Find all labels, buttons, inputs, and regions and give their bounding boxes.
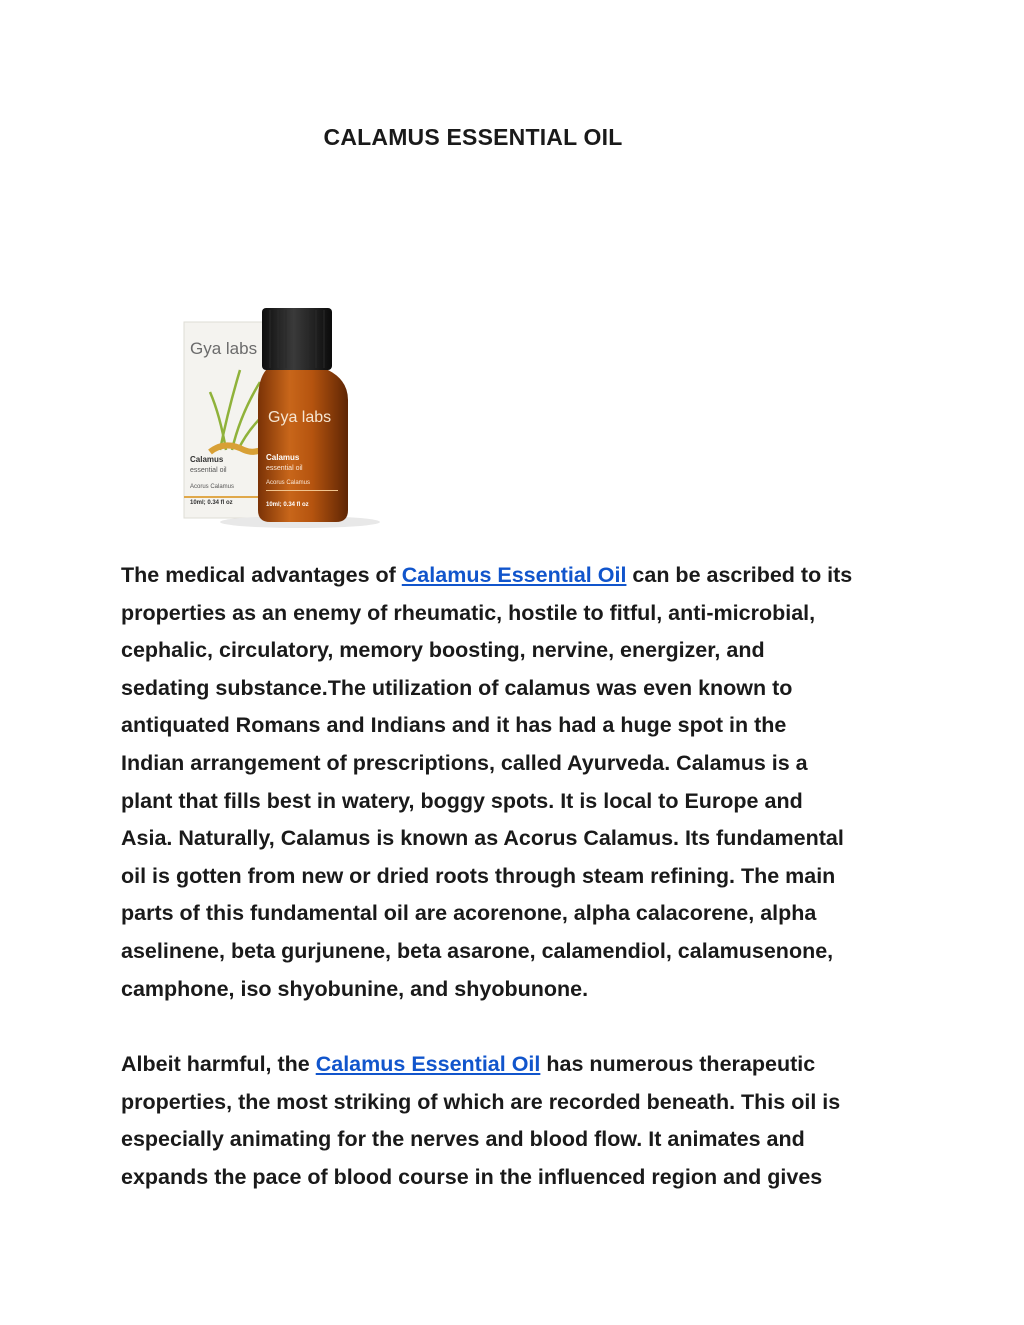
paragraph-line: antiquated Romans and Indians and it has had a huge spot in the: [121, 713, 787, 738]
paragraph-line: Indian arrangement of prescriptions, called Ayurveda. Calamus is a: [121, 750, 808, 775]
product-image: [180, 300, 400, 535]
box-brand-text: Gya labs: [190, 339, 258, 358]
box-botanical-name: Acorus Calamus: [190, 484, 235, 490]
bottle-product-type: essential oil: [266, 465, 303, 472]
paragraph-text: can be ascribed to its: [626, 563, 853, 587]
paragraph-line: camphone, iso shyobunine, and shyobunone.: [121, 976, 589, 1001]
document-title: CALAMUS ESSENTIAL OIL: [323, 124, 623, 150]
paragraph-line: plant that fills best in watery, boggy spots. It is local to Europe and: [121, 788, 803, 813]
paragraph-line: properties, the most striking of which are recorded beneath. This oil is: [121, 1089, 841, 1114]
paragraph-line: oil is gotten from new or dried roots through steam refining. The main: [121, 863, 836, 888]
bottle-glass: [258, 370, 348, 522]
paragraph-line: Asia. Naturally, Calamus is known as Acorus Calamus. Its fundamental: [121, 826, 844, 851]
box-product-name: Calamus: [190, 455, 224, 464]
bottle-volume: 10ml; 0.34 fl oz: [266, 502, 309, 508]
bottle-brand-text: Gya labs: [268, 409, 332, 426]
paragraph-line: especially animating for the nerves and blood flow. It animates and: [121, 1127, 805, 1152]
box-product-type: essential oil: [190, 467, 227, 474]
bottle-botanical-name: Acorus Calamus: [266, 480, 311, 486]
paragraph-line: expands the pace of blood course in the influenced region and gives: [121, 1164, 823, 1189]
box-volume: 10ml; 0.34 fl oz: [190, 500, 233, 506]
paragraph-line: properties as an enemy of rheumatic, hostile to fitful, anti-microbial,: [121, 600, 816, 625]
calamus-essential-oil-link[interactable]: Calamus Essential Oil: [401, 563, 627, 587]
paragraph-line: [121, 557, 911, 595]
paragraph-text: The medical advantages of: [121, 563, 402, 587]
paragraph-2: [121, 1046, 911, 1196]
bottle-product-name: Calamus: [266, 453, 300, 462]
paragraph-line: cephalic, circulatory, memory boosting, nervine, energizer, and: [121, 638, 765, 663]
paragraph-text: has numerous therapeutic: [540, 1052, 816, 1076]
bottle-cap: [262, 308, 332, 370]
paragraph-line: sedating substance.The utilization of calamus was even known to: [121, 675, 793, 700]
paragraph-1: [121, 557, 911, 1008]
paragraph-line: aselinene, beta gurjunene, beta asarone, calamendiol, calamusenone,: [121, 938, 834, 963]
paragraph-line: parts of this fundamental oil are acorenone, alpha calacorene, alpha: [121, 901, 817, 926]
paragraph-line: [121, 1046, 911, 1084]
calamus-essential-oil-link[interactable]: Calamus Essential Oil: [315, 1052, 541, 1076]
paragraph-text: Albeit harmful, the: [121, 1052, 316, 1076]
